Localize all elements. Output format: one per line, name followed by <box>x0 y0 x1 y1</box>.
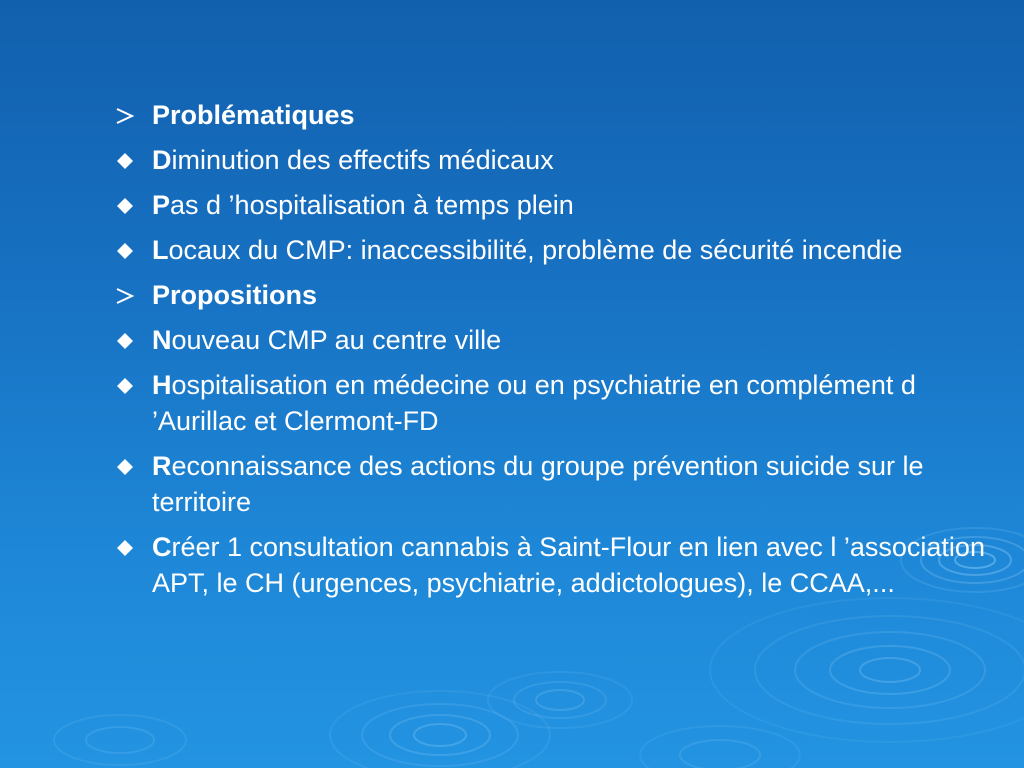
list-item <box>114 142 994 178</box>
section-heading <box>114 97 994 133</box>
item-initial: R <box>152 451 172 481</box>
diamond-icon <box>114 151 136 171</box>
item-initial: L <box>152 235 169 265</box>
list-item <box>114 448 994 520</box>
item-text: as d ’hospitalisation à temps plein <box>170 190 574 220</box>
heading-text: Propositions <box>152 280 318 310</box>
item-initial: D <box>152 145 172 175</box>
item-text: ocaux du CMP: inaccessibilité, problème de sécurité incendie <box>168 235 903 265</box>
heading-text: Problématiques <box>152 100 355 130</box>
list-item <box>114 529 994 601</box>
diamond-icon <box>114 196 136 216</box>
item-text: réer 1 consultation cannabis à Saint-Flour en lien avec l ’association APT, le CH (urgences, psychiatrie, addictologues), le CCAA,... <box>152 532 985 598</box>
item-initial: C <box>152 532 172 562</box>
list-item <box>114 232 994 268</box>
item-text: ouveau CMP au centre ville <box>171 325 502 355</box>
bullet-list <box>114 97 994 610</box>
arrowhead-icon <box>114 106 136 126</box>
list-item <box>114 367 994 439</box>
list-item <box>114 322 994 358</box>
item-initial: H <box>152 370 172 400</box>
diamond-icon <box>114 376 136 396</box>
diamond-icon <box>114 331 136 351</box>
item-initial: N <box>152 325 172 355</box>
item-text: iminution des effectifs médicaux <box>171 145 554 175</box>
arrowhead-icon <box>114 286 136 306</box>
section-heading <box>114 277 994 313</box>
diamond-icon <box>114 457 136 477</box>
diamond-icon <box>114 538 136 558</box>
item-text: ospitalisation en médecine ou en psychiatrie en complément d ’Aurillac et Clermont-FD <box>152 370 916 436</box>
item-initial: P <box>152 190 171 220</box>
diamond-icon <box>114 241 136 261</box>
list-item <box>114 187 994 223</box>
item-text: econnaissance des actions du groupe prévention suicide sur le territoire <box>152 451 924 517</box>
